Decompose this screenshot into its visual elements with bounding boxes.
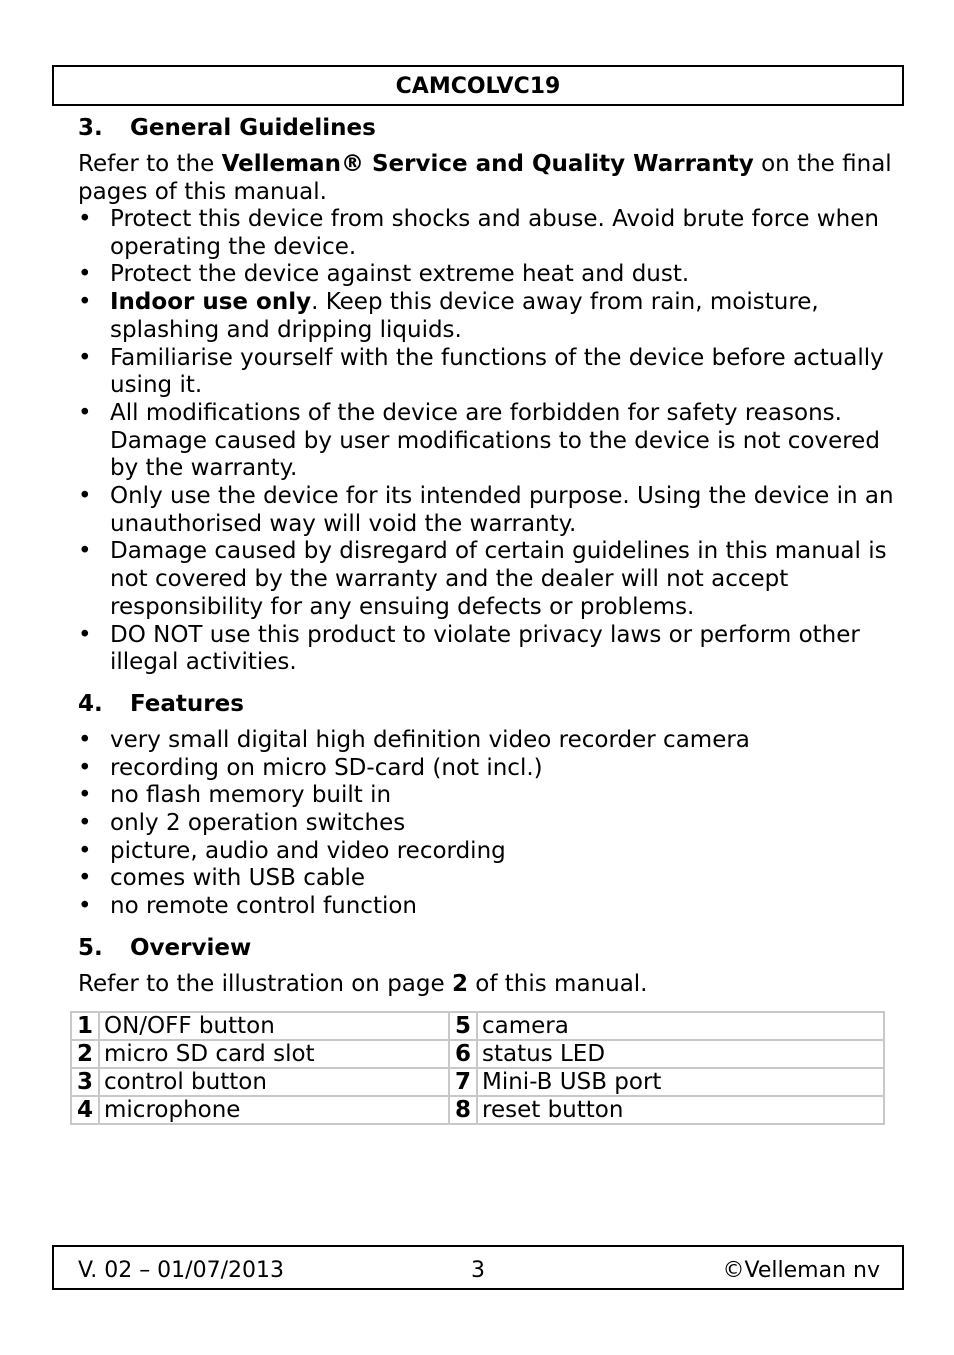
item-label: control button — [99, 1068, 449, 1096]
main-content — [78, 114, 898, 998]
intro-text: Refer to the — [78, 151, 222, 177]
item-number: 4 — [71, 1096, 99, 1124]
item-label: microphone — [99, 1096, 449, 1124]
features-list — [78, 727, 898, 921]
section-number: 4. — [78, 690, 103, 717]
intro-text-end: of this manual. — [467, 970, 648, 997]
item-label: micro SD card slot — [99, 1040, 449, 1068]
item-number: 2 — [71, 1040, 99, 1068]
item-label: Mini-B USB port — [477, 1068, 884, 1096]
list-item: • picture, audio and video recording — [78, 838, 898, 866]
warranty-intro — [78, 150, 898, 206]
copyright: ©Velleman nv — [722, 1258, 880, 1283]
list-item: • comes with USB cable — [78, 865, 898, 893]
list-item: • recording on micro SD-card (not incl.) — [78, 755, 898, 783]
list-item: • Damage caused by disregard of certain guidelines in this manual is not covered by the warranty and the dealer will not accept responsibility for any ensuing defects or problems. — [78, 538, 898, 621]
document-title: CAMCOLVC19 — [395, 74, 561, 99]
page-reference: 2 — [451, 970, 468, 997]
overview-table — [70, 1011, 885, 1125]
table-row — [71, 1012, 884, 1040]
guidelines-list — [78, 206, 898, 677]
warranty-name: Velleman® Service and Quality Warranty — [221, 151, 754, 177]
page-number: 3 — [471, 1258, 485, 1283]
section-number: 5. — [78, 934, 103, 961]
overview-intro — [78, 970, 898, 998]
indoor-use-label: Indoor use only — [110, 289, 312, 316]
table-row — [71, 1040, 884, 1068]
version-date: V. 02 – 01/07/2013 — [78, 1258, 284, 1283]
item-number: 1 — [71, 1012, 99, 1040]
table-row — [71, 1096, 884, 1124]
list-item: • Protect the device against extreme heat and dust. — [78, 261, 898, 289]
item-label: reset button — [477, 1096, 884, 1124]
list-item: • Familiarise yourself with the functions of the device before actually using it. — [78, 345, 898, 400]
section-number: 3. — [78, 115, 103, 141]
page-footer — [52, 1245, 904, 1290]
item-number: 3 — [71, 1068, 99, 1096]
intro-text-end: on the final pages of this manual. — [78, 151, 892, 205]
section-title: Overview — [130, 934, 252, 961]
item-label: camera — [477, 1012, 884, 1040]
item-number: 6 — [449, 1040, 477, 1068]
section-heading-general-guidelines — [78, 114, 898, 142]
list-item: • very small digital high definition video recorder camera — [78, 727, 898, 755]
page-header — [52, 65, 904, 106]
list-item: • no remote control function — [78, 893, 898, 921]
list-item: • Protect this device from shocks and abuse. Avoid brute force when operating the device. — [78, 206, 898, 261]
item-label: status LED — [477, 1040, 884, 1068]
section-heading-overview — [78, 934, 898, 962]
list-item: • no flash memory built in — [78, 782, 898, 810]
indoor-use-text: . Keep this device away from rain, moisture, splashing and dripping liquids. — [110, 289, 819, 343]
item-number: 5 — [449, 1012, 477, 1040]
section-title: General Guidelines — [130, 115, 376, 141]
list-item: • DO NOT use this product to violate privacy laws or perform other illegal activities. — [78, 622, 898, 677]
intro-text: Refer to the illustration on page — [78, 970, 452, 997]
list-item — [78, 289, 898, 344]
item-label: ON/OFF button — [99, 1012, 449, 1040]
item-number: 8 — [449, 1096, 477, 1124]
table-row — [71, 1068, 884, 1096]
list-item: • only 2 operation switches — [78, 810, 898, 838]
item-number: 7 — [449, 1068, 477, 1096]
section-title: Features — [130, 690, 244, 717]
section-heading-features — [78, 690, 898, 718]
list-item: • All modifications of the device are forbidden for safety reasons. Damage caused by user modifications to the device is not covered by the warranty. — [78, 400, 898, 483]
list-item: • Only use the device for its intended purpose. Using the device in an unauthorised way will void the warranty. — [78, 483, 898, 538]
